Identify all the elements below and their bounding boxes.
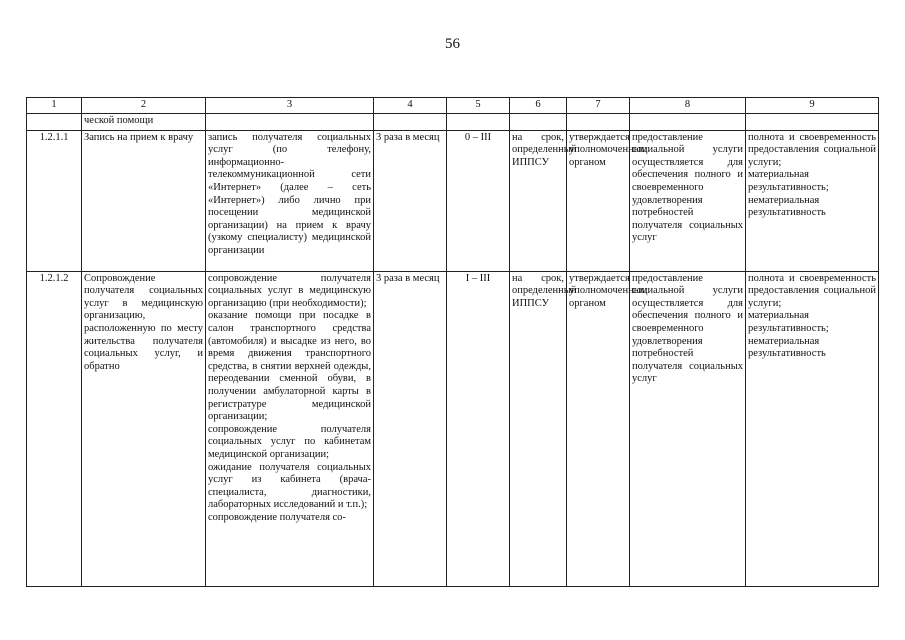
service-number: 1.2.1.2 [27, 271, 82, 586]
service-name: Запись на прием к врачу [82, 130, 206, 271]
service-name: Сопровождение получателя социальных услуг в медицинскую организацию, расположенную по месту жительства получателя социальных услуг, и обратно [82, 271, 206, 586]
column-header: 8 [630, 98, 746, 114]
description-item: ожидание получателя социальных услуг из кабинета (врача-специалиста, диагностики, лабораторных исследований и т.п.); [208, 461, 371, 511]
services-table [26, 97, 879, 587]
continuation-text: ческой помощи [82, 113, 206, 130]
column-header: 9 [746, 98, 879, 114]
column-header: 1 [27, 98, 82, 114]
header-row [27, 98, 879, 114]
service-conditions: предоставление социальной услуги осуществляется для обеспечения полного и своевременного удовлетворения потребностей получателя социальных услуг [630, 271, 746, 586]
table-row [27, 271, 879, 586]
indicator-item: материальная результативность; [748, 310, 829, 334]
table-row [27, 130, 879, 271]
service-tariff: утверждается уполномоченным органом [567, 271, 630, 586]
service-description: запись получателя социальных услуг (по телефону, информационно-телекоммуникационной сети «Интернет» (далее – сеть «Интернет») либо лично при посещении медицинской организации) на прием к врачу (узкому специалисту) медицинской организации [206, 130, 374, 271]
indicator-item: нематериальная результативность [748, 194, 826, 219]
quality-indicators [746, 130, 879, 271]
description-item: сопровождение получателя социальных услуг в медицинскую организацию (при необходимости); [208, 272, 371, 309]
column-header: 5 [447, 98, 510, 114]
cell-empty [447, 113, 510, 130]
recipient-groups: 0 – III [447, 130, 510, 271]
description-item: сопровождение получателя со- [208, 511, 346, 523]
quality-indicators [746, 271, 879, 586]
cell-empty [746, 113, 879, 130]
column-header: 3 [206, 98, 374, 114]
indicator-item: нематериальная результативность [748, 335, 826, 360]
column-header: 6 [510, 98, 567, 114]
cell-empty [206, 113, 374, 130]
cell-empty [510, 113, 567, 130]
service-tariff: утверждается уполномоченным органом [567, 130, 630, 271]
cell-empty [27, 113, 82, 130]
description-item: сопровождение получателя социальных услуг по кабинетам медицинской организации; [208, 423, 371, 460]
cell-empty [630, 113, 746, 130]
page-number: 56 [445, 36, 460, 52]
service-number: 1.2.1.1 [27, 130, 82, 271]
service-conditions: предоставление социальной услуги осуществляется для обеспечения полного и своевременного удовлетворения потребностей получателя социальных услуг [630, 130, 746, 271]
recipient-groups: I – III [447, 271, 510, 586]
service-frequency: 3 раза в месяц [374, 130, 447, 271]
continuation-row [27, 113, 879, 130]
column-header: 7 [567, 98, 630, 114]
indicator-item: полнота и своевременность предоставления социальной услуги; [748, 272, 876, 309]
service-description [206, 271, 374, 586]
cell-empty [567, 113, 630, 130]
column-header: 2 [82, 98, 206, 114]
cell-empty [374, 113, 447, 130]
service-term: на срок, определенный ИППСУ [510, 130, 567, 271]
indicator-item: материальная результативность; [748, 169, 829, 193]
service-term: на срок, определенный ИППСУ [510, 271, 567, 586]
indicator-item: полнота и своевременность предоставления социальной услуги; [748, 131, 876, 168]
service-frequency: 3 раза в месяц [374, 271, 447, 586]
column-header: 4 [374, 98, 447, 114]
description-item: оказание помощи при посадке в салон транспортного средства (автомобиля) и высадке из него, во время движения транспортного средства, в снятии верхней одежды, переодевании сменной обуви, в получении амбулаторной карты в регистратуре медицинской организации; [208, 310, 371, 423]
